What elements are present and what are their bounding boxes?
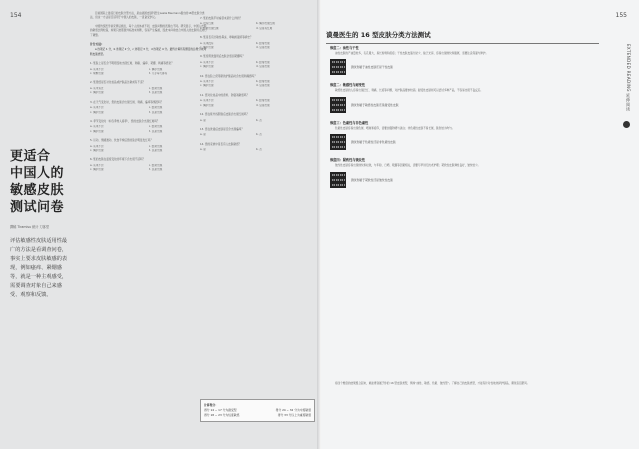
answer-option[interactable]: d. 总是出现 (148, 110, 163, 114)
title-line: 敏感皮肤 (10, 183, 65, 198)
question-options (200, 119, 312, 123)
question-item (200, 75, 312, 89)
answer-option[interactable]: d. 总是出现 (256, 84, 270, 88)
intro-block (10, 148, 72, 300)
answer-option[interactable]: d. 总是出现 (256, 46, 270, 50)
question-item (90, 158, 207, 172)
type-heading: 维度三：色素性与非色素性 (330, 120, 369, 125)
answer-option[interactable]: a. 从来不会 (90, 125, 104, 129)
question-options (200, 148, 312, 152)
section-side-tab: EXTENDED READING 延伸阅读 (626, 44, 631, 112)
type-heading: 维度二：敏感性与耐受性 (330, 83, 366, 88)
type-body: 敏感性皮肤的人容易出现泛红、刺痛、长痘等问题，对护肤品要求较高；耐受性皮肤则可以尝试多种产品，不容易出现不良反应。 (335, 89, 483, 93)
article-column-right (200, 12, 312, 153)
answer-option[interactable]: c. 经常出现红斑 (200, 26, 219, 30)
question-list-left (90, 62, 207, 172)
question-text: 2. 您曾经是否对化妆品或护肤品过敏或有不适？ (90, 81, 146, 85)
article-paragraph: 中国传统医学讲究辨证施治，每个人的体质不同，皮肤问题的表现也不同。研究显示，中国人皮肤的敏感比例较高，如果只按照国外标准来判断，容易产生偏差，因此本问卷结合中国人的皮肤特点进行了调整。 (90, 24, 207, 37)
question-text: 6. 您的皮肤在温度变化的环境下会出现不适吗？ (90, 158, 146, 162)
qr-label: 测试你属于紧致性还是皱纹性皮肤 (351, 177, 393, 182)
score-range: 得分 18 ~ 23 分为轻度敏感 (204, 413, 240, 417)
answer-option[interactable]: d. 总是有红斑 (256, 26, 273, 30)
question-options (90, 125, 207, 134)
answer-option[interactable]: d. 总是出现 (148, 129, 163, 133)
right-page-title: 谟曼医生的 16 型皮肤分类方法测试 (326, 30, 599, 44)
question-item (90, 81, 207, 95)
title-line: 测试问卷 (10, 200, 65, 215)
score-range: 得分 33 分以上为重度敏感 (277, 413, 311, 417)
question-text: 7. 您的皮肤平时看起来是什么样的？ (200, 17, 243, 20)
question-options (90, 87, 207, 96)
question-text: 4. 季节变化时（如冬季转入春季），您的皮肤会出现红斑吗？ (90, 119, 160, 123)
question-options (90, 106, 207, 115)
question-text: 11. 您对化妆品中的香料、防腐剂敏感吗？ (200, 93, 250, 97)
score-box (200, 399, 315, 422)
answer-option[interactable]: b. 否 (256, 118, 262, 122)
question-item (90, 120, 207, 134)
answer-option[interactable]: a. 是 (200, 133, 206, 137)
answer-option[interactable]: b. 经常出现 (256, 41, 270, 45)
question-item (200, 55, 312, 69)
method-title: 计分方法: (90, 42, 103, 47)
question-item (200, 143, 312, 153)
type-section (330, 157, 598, 187)
answer-option[interactable]: b. 经常出现 (148, 86, 163, 90)
qr-code-icon[interactable] (330, 97, 346, 113)
answer-option[interactable]: c. 偶尔出现 (200, 65, 214, 69)
answer-option[interactable]: b. 经常出现 (256, 60, 270, 64)
qr-row[interactable] (330, 97, 598, 113)
question-options (90, 68, 207, 77)
question-list-right (200, 17, 312, 153)
intro-text: 评估敏感性皮肤适用性最广的方法是看调查问卷，事实上要求皮肤敏感的表现，例如瘙痒、紧绷感等，就是一种主观感受，需要调查对象自己来感受、观察和反馈。 (10, 238, 68, 298)
question-text: 13. 您在洗澡后皮肤是否会出现瘙痒？ (200, 127, 244, 131)
answer-option[interactable]: c. 偶尔出现 (90, 91, 104, 95)
answer-option[interactable]: b. 偶尔出现 (148, 67, 163, 71)
page-number-left: 154 (10, 12, 22, 19)
answer-option[interactable]: b. 经常出现 (256, 80, 270, 84)
score-range: 得分 14 ~ 17 分为耐受型 (204, 408, 237, 412)
answer-option[interactable]: a. 从来不会 (200, 80, 214, 84)
question-options (200, 22, 312, 31)
answer-option[interactable]: b. 经常出现 (148, 125, 163, 129)
answer-option[interactable]: a. 从未有过 (90, 86, 104, 90)
answer-option[interactable]: a. 从来不会 (90, 163, 104, 167)
score-range: 得分 24 ~ 32 分为中度敏感 (275, 408, 311, 412)
type-section (330, 120, 598, 150)
answer-option[interactable]: c. 偶尔出现 (200, 84, 214, 88)
question-item (200, 94, 312, 108)
question-item (200, 36, 312, 50)
type-list (330, 45, 598, 195)
type-heading: 维度二：油性与干性 (330, 46, 359, 50)
question-item (200, 128, 312, 138)
question-text: 3. 在天气变化时，您的皮肤会出现红斑、刺痛、瘙痒等情况吗？ (90, 100, 164, 104)
answer-option[interactable]: b. 偶尔出现红斑 (256, 22, 275, 26)
question-text: 12. 您在紫外线照射后皮肤会出现红斑吗？ (200, 113, 250, 117)
answer-option[interactable]: c. 偶尔出现 (90, 110, 104, 114)
question-item (90, 62, 207, 76)
answer-option[interactable]: d. 总是出现 (148, 168, 163, 172)
question-text: 9. 您使用洗面奶后皮肤会感到紧绷吗？ (200, 55, 245, 59)
answer-option[interactable]: d. 总是出现 (256, 65, 270, 69)
answer-option[interactable]: a. 从来不会 (200, 60, 214, 64)
qr-row[interactable] (330, 59, 598, 75)
answer-option[interactable]: a. 是 (200, 118, 206, 122)
answer-option[interactable]: b. 经常出现 (148, 144, 163, 148)
answer-option[interactable]: a. 从来不会 (200, 99, 214, 103)
qr-code-icon[interactable] (330, 134, 346, 150)
question-text: 1. 您脸上是否会不明原因地出现红斑、刺痛、瘙痒、紧绷、刺痛等感觉？ (90, 62, 174, 66)
question-item (200, 17, 312, 31)
type-body: 色素性皮肤容易出现色斑、晒斑和痘印，需要加强防晒与美白；非色素性皮肤不易长斑，肤色较为均匀。 (335, 126, 455, 130)
byline: 撰稿 Tiramisu 统计 刀客堂 (10, 225, 50, 229)
answer-option[interactable]: c. 偶尔出现 (90, 148, 104, 152)
qr-row[interactable] (330, 134, 598, 150)
question-options (200, 42, 312, 51)
type-body: 皱纹性皮肤容易出现细纹和松弛，与年龄、日晒、吸烟等因素相关，需要尽早进行抗老护理；紧致性皮肤弹性良好，皱纹较少。 (335, 164, 481, 168)
answer-option[interactable]: a. 没有红斑 (200, 22, 214, 26)
type-section (330, 82, 598, 112)
qr-code-icon[interactable] (330, 59, 346, 75)
qr-row[interactable] (330, 172, 598, 188)
article-paragraph: 目前国际上最流行的皮肤分型方法，是由美国皮肤科医生Leslie Baumann提出的16型皮肤分类法，但这一方法是否适用于中国人的皮肤，一直备受争议。 (90, 12, 205, 20)
answer-option[interactable]: b. 否 (256, 133, 262, 137)
qr-label: 测试你属于敏感性皮肤还是耐受性皮肤 (351, 102, 399, 107)
question-item (90, 101, 207, 115)
title-line: 中国人的 (10, 166, 65, 181)
answer-option[interactable]: d. 总是出现 (148, 148, 163, 152)
answer-option[interactable]: c. 偶尔出现 (200, 103, 214, 107)
article-column-left (90, 12, 207, 173)
answer-option[interactable]: a. 从来不会 (90, 67, 104, 71)
page-number-right: 155 (615, 12, 627, 19)
answer-option[interactable]: a. 从来不会 (90, 106, 104, 110)
article-title (10, 148, 72, 216)
answer-option[interactable]: d. 总是出现 (148, 91, 163, 95)
score-row (204, 413, 311, 418)
answer-option[interactable]: d. 总是出现 (256, 103, 270, 107)
question-options (200, 99, 312, 108)
question-text: 5. 运动、情绪激动、饮食辛辣后您的脸会明显发红吗？ (90, 139, 153, 143)
answer-option[interactable]: d. 几乎每天都有 (148, 72, 168, 76)
type-heading: 维度四：紧致性与皱纹性 (330, 158, 366, 163)
answer-option[interactable]: c. 偶尔出现 (200, 46, 214, 50)
closing-paragraph: 将四个维度的结果组合起来，就能得到属于你的 16 型皮肤类型，例如“油性、敏感、色素、皱纹型”。了解自己的皮肤类型，才能有针对性地选择护肤品，避免盲目跟风。 (335, 382, 530, 385)
question-options (90, 164, 207, 173)
answer-option[interactable]: b. 经常出现 (148, 163, 163, 167)
side-tab-dot (623, 121, 630, 128)
type-section (330, 45, 598, 75)
answer-option[interactable]: b. 经常出现 (148, 106, 163, 110)
qr-label: 测试你属于油性皮肤还是干性皮肤 (351, 65, 393, 70)
type-body: 油性皮肤的产油量较多，毛孔粗大，易长粉刺和痘痘；干性皮肤皮脂分泌少，缺乏光泽，容易出现细纹和脱屑，需要注意保湿与修护。 (335, 52, 489, 55)
answer-option[interactable]: b. 经常出现 (256, 99, 270, 103)
question-item (200, 113, 312, 123)
answer-option[interactable]: c. 偶尔出现 (90, 129, 104, 133)
score-title: 计算得分： (204, 403, 218, 407)
title-line: 更适合 (10, 149, 51, 164)
question-text: 10. 您在脸上使用新的护肤品时会出现刺痛感吗？ (200, 74, 257, 78)
question-item (90, 139, 207, 153)
question-text: 14. 您的家族中是否有人皮肤敏感？ (200, 142, 242, 146)
answer-option[interactable]: a. 是 (200, 148, 206, 152)
qr-label: 测试你属于色素性还是非色素性皮肤 (351, 140, 396, 145)
method-text: a 选项记 1 分，b 选项记 2 分，c 选项记 3 分，d 选项记 4 分。最终计算所有题目的总得分来判断皮肤类型。 (90, 48, 206, 56)
question-options (90, 145, 207, 154)
answer-option[interactable]: a. 从来没有 (200, 41, 214, 45)
answer-option[interactable]: a. 从来不会 (90, 144, 104, 148)
question-text: 8. 您是否有过敏性鼻炎、哮喘或湿疹等病史？ (200, 36, 253, 40)
answer-option[interactable]: c. 频繁出现 (90, 72, 104, 76)
page-gutter (317, 0, 321, 449)
question-options (200, 133, 312, 137)
question-options (200, 61, 312, 70)
question-options (200, 80, 312, 89)
qr-code-icon[interactable] (330, 172, 346, 188)
answer-option[interactable]: c. 偶尔出现 (90, 168, 104, 172)
answer-option[interactable]: b. 否 (256, 148, 262, 152)
